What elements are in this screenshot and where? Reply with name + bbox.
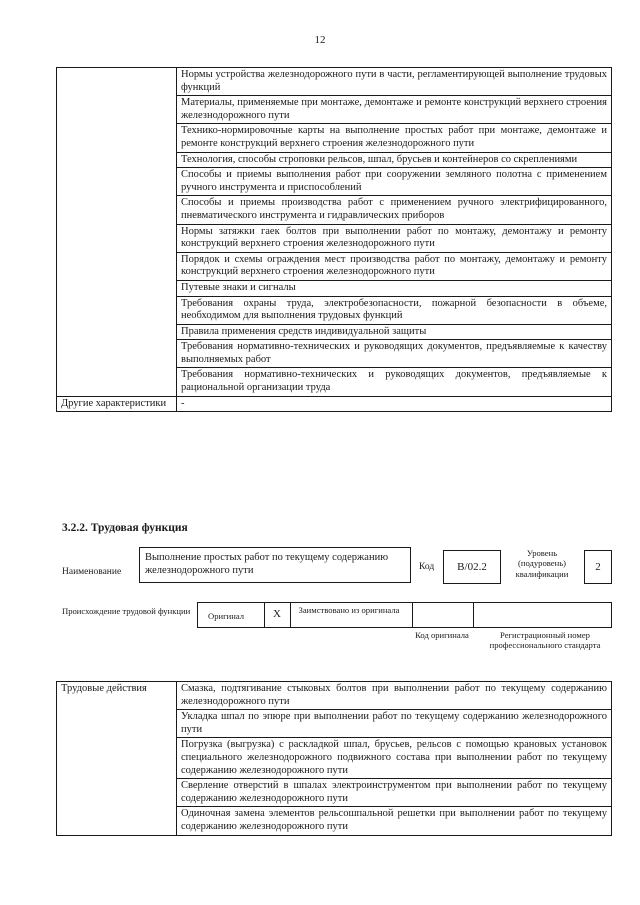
qualification-level-label: Уровень (подуровень) квалификации <box>515 548 569 579</box>
labor-action-row: Сверление отверстий в шпалах электроинструментом при выполнении работ по текущему содержанию железнодорожного пути <box>177 779 612 807</box>
level-value: 2 <box>595 561 601 573</box>
knowledge-row: Способы и приемы выполнения работ при сооружении земляного полотна с применением ручного инструмента и приспособлений <box>177 168 612 196</box>
knowledge-row: Технико-нормировочные карты на выполнение простых работ при монтаже, демонтаже и ремонте конструкций верхнего строения железнодорожного пути <box>177 124 612 152</box>
knowledge-row: Нормы затяжки гаек болтов при выполнении работ по монтажу, демонтажу и ремонту конструкций верхнего строения железнодорожного пути <box>177 224 612 252</box>
knowledge-row: Способы и приемы производства работ с применением ручного электрифицированного, пневматического инструмента и гидравлических приборов <box>177 196 612 224</box>
function-name-value: Выполнение простых работ по текущему содержанию железнодорожного пути <box>145 552 389 576</box>
registration-number-caption: Регистрационный номер профессионального стандарта <box>489 630 601 651</box>
origin-divider <box>412 603 413 627</box>
other-characteristics-value: - <box>177 396 612 412</box>
code-value: B/02.2 <box>457 561 487 573</box>
origin-divider <box>473 603 474 627</box>
name-label: Наименование <box>62 567 122 577</box>
knowledge-row: Правила применения средств индивидуальной защиты <box>177 324 612 340</box>
section-heading: 3.2.2. Трудовая функция <box>62 522 188 534</box>
function-name-box <box>139 547 411 583</box>
other-characteristics-label: Другие характеристики <box>57 396 177 412</box>
knowledge-table <box>56 67 612 412</box>
code-box <box>443 550 501 584</box>
labor-action-row: Одиночная замена элементов рельсошпальной решетки при выполнении работ по текущему содержанию железнодорожного пути <box>177 807 612 835</box>
labor-actions-label: Трудовые действия <box>57 682 177 836</box>
borrowed-label: Заимствовано из оригинала <box>298 605 400 615</box>
knowledge-row: Технология, способы строповки рельсов, шпал, брусьев и контейнеров со скреплениями <box>177 152 612 168</box>
knowledge-row: Требования охраны труда, электробезопасности, пожарной безопасности в объеме, необходимом для выполнения трудовых функций <box>177 296 612 324</box>
knowledge-label-cell <box>57 68 177 397</box>
code-original-caption: Код оригинала <box>415 630 469 640</box>
labor-action-row: Смазка, подтягивание стыковых болтов при выполнении работ по текущему содержанию железнодорожного пути <box>177 682 612 710</box>
level-box <box>584 550 612 584</box>
page-number: 12 <box>314 34 326 46</box>
knowledge-row: Требования нормативно-технических и руководящих документов, предъявляемые к рациональной организации труда <box>177 368 612 396</box>
code-label: Код <box>419 562 435 572</box>
original-mark: X <box>273 608 281 620</box>
knowledge-row: Материалы, применяемые при монтаже, демонтаже и ремонте конструкций верхнего строения железнодорожного пути <box>177 96 612 124</box>
labor-actions-table <box>56 681 612 836</box>
origin-label: Происхождение трудовой функции <box>62 606 191 616</box>
knowledge-row: Требования нормативно-технических и руководящих документов, предъявляемые к качеству выполняемых работ <box>177 340 612 368</box>
labor-action-row: Укладка шпал по эпюре при выполнении работ по текущему содержанию железнодорожного пути <box>177 710 612 738</box>
origin-divider <box>290 603 291 627</box>
original-label: Оригинал <box>208 611 245 621</box>
knowledge-row: Нормы устройства железнодорожного пути в части, регламентирующей выполнение трудовых функций <box>177 68 612 96</box>
knowledge-row: Путевые знаки и сигналы <box>177 280 612 296</box>
origin-row <box>197 602 612 628</box>
knowledge-row: Порядок и схемы ограждения мест производства работ по монтажу, демонтажу и ремонту конструкций верхнего строения железнодорожного пути <box>177 252 612 280</box>
labor-action-row: Погрузка (выгрузка) с раскладкой шпал, брусьев, рельсов с помощью крановых установок специального железнодорожного подвижного состава при выполнении работ по текущему содержанию железнодорожного пути <box>177 738 612 779</box>
